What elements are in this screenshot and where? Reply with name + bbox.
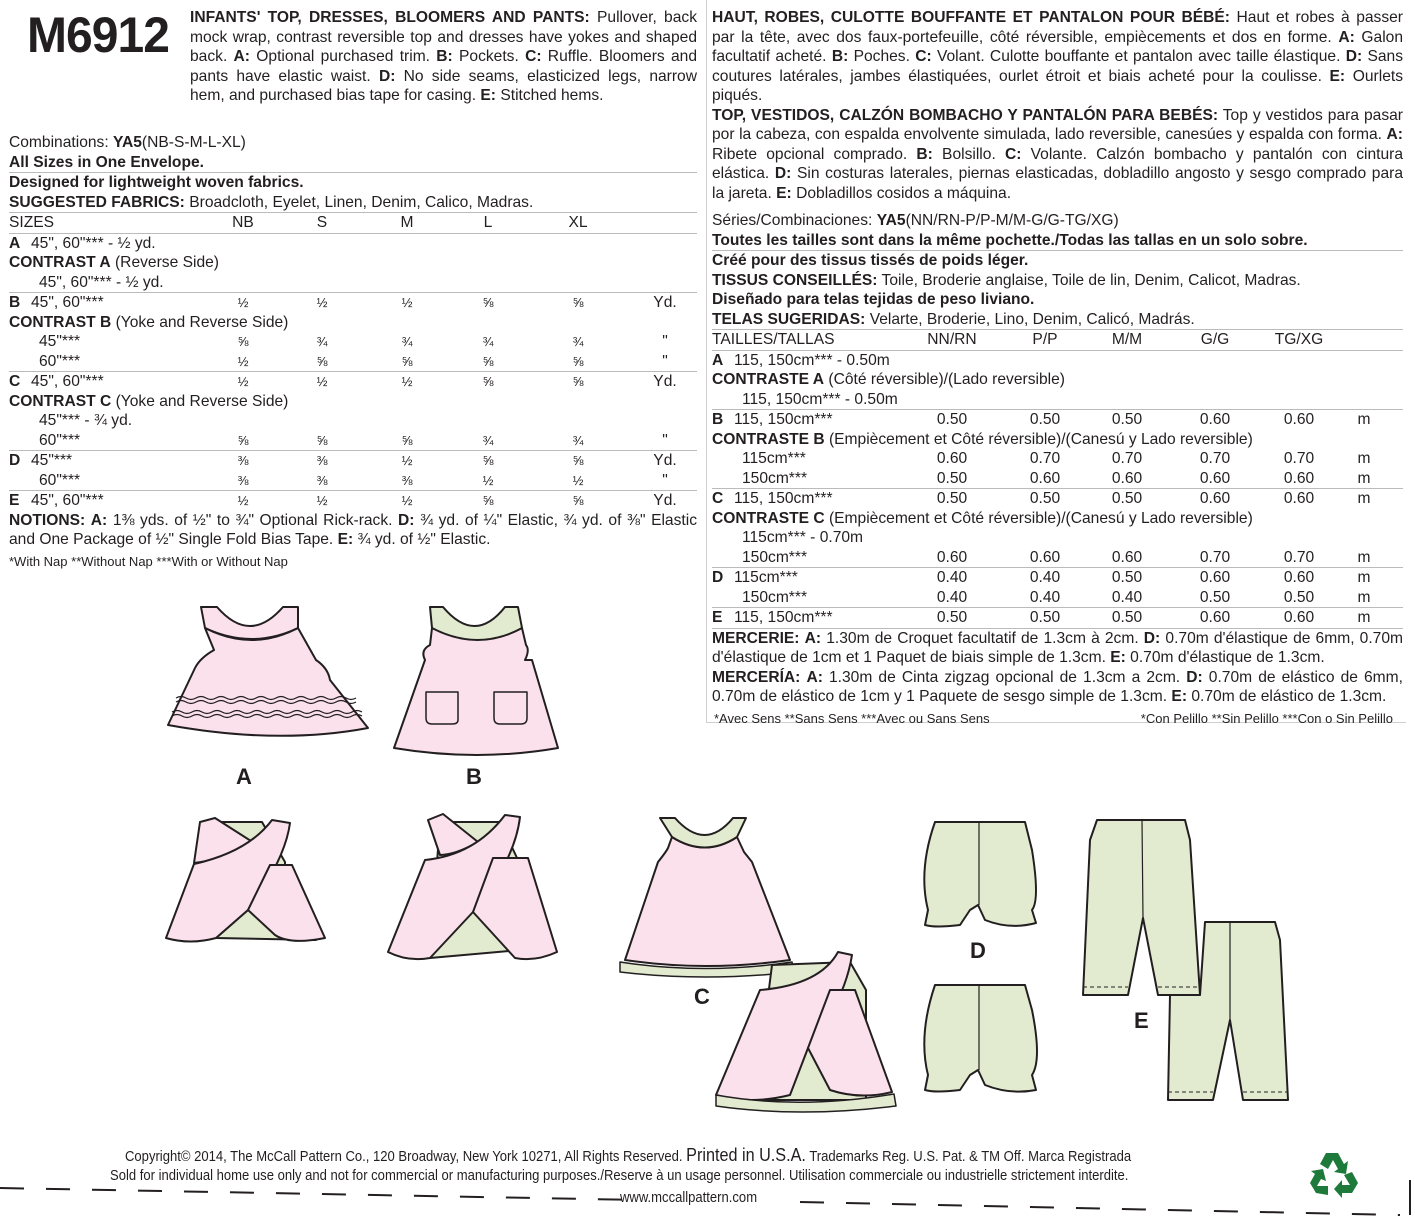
unit: m xyxy=(1357,548,1371,566)
view-letter: A xyxy=(9,234,21,252)
table-row xyxy=(712,430,1403,450)
cell-value: 0.60 xyxy=(936,450,968,467)
view-letter: E xyxy=(712,609,723,626)
table-row xyxy=(712,528,1403,548)
cell-value: ⅝ xyxy=(482,374,494,389)
row-label: 45"*** xyxy=(39,333,81,350)
cell-value: ¾ xyxy=(572,334,584,349)
view-letter: B xyxy=(712,411,724,428)
table-row xyxy=(712,567,1403,588)
cell-value: ⅝ xyxy=(572,453,584,468)
cell-value: ⅝ xyxy=(572,295,584,310)
table-row xyxy=(9,471,697,491)
row-label: B 45", 60"*** xyxy=(9,294,104,311)
unit: m xyxy=(1357,411,1371,428)
view-a-top-illustration xyxy=(168,607,368,736)
unit: " xyxy=(662,333,668,350)
row-label: 60"*** xyxy=(39,352,81,370)
cell-value: ½ xyxy=(401,493,413,508)
unit: m xyxy=(1357,469,1371,487)
cell-value: 0.50 xyxy=(936,490,968,507)
table-row xyxy=(9,490,697,511)
table-row xyxy=(712,390,1403,410)
table-row xyxy=(712,370,1403,390)
cell-value: ⅜ xyxy=(401,472,413,488)
merceria: MERCERÍA: A: 1.30m de Cinta zigzag opcional de 1.3cm a 2cm. D: 0.70m de elástico de 6mm, 0.70m de elástico de 1cm y 1 Paquete de sesgo simple de 1.3cm. E: 0.70m de elástico de 1.3cm. xyxy=(712,668,1403,705)
unit: Yd. xyxy=(653,373,677,390)
english-title: INFANTS' TOP, DRESSES, BLOOMERS AND PANTS: xyxy=(190,9,590,26)
cell-value: ⅝ xyxy=(401,353,413,369)
cell-value: 0.50 xyxy=(1199,588,1231,606)
yardage-table xyxy=(9,233,697,511)
cell-value: 0.50 xyxy=(1029,609,1061,626)
table-row xyxy=(712,548,1403,568)
view-c-label: C xyxy=(694,984,710,1009)
cell-value: 0.60 xyxy=(1199,469,1231,487)
cell-value: ½ xyxy=(482,472,494,488)
combinations: Combinations: YA5(NB-S-M-L-XL) xyxy=(9,134,246,151)
view-e-label: E xyxy=(1134,1008,1149,1033)
row-label: D 115cm*** xyxy=(712,569,798,586)
cell-value: 0.50 xyxy=(936,411,968,428)
cell-value: ½ xyxy=(237,295,249,310)
cell-value: ⅝ xyxy=(482,353,494,369)
table-row xyxy=(9,233,697,254)
cell-value: 0.70 xyxy=(1199,548,1231,566)
cell-value: 0.50 xyxy=(936,609,968,626)
cell-value: 0.50 xyxy=(1111,609,1143,626)
cell-value: 0.70 xyxy=(1283,450,1315,467)
cell-value: ¾ xyxy=(316,334,328,349)
cell-value: ½ xyxy=(316,493,328,508)
cell-value: ½ xyxy=(237,374,249,389)
row-label: CONTRAST A (Reverse Side) xyxy=(9,254,219,271)
metric-table xyxy=(712,350,1403,628)
cell-value: 0.60 xyxy=(1283,609,1315,626)
cell-value: 0.60 xyxy=(1283,411,1315,428)
unit: " xyxy=(662,471,668,489)
cell-value: 0.60 xyxy=(1199,490,1231,507)
fabrics-fr: TISSUS CONSEILLÉS: Toile, Broderie anglaise, Toile de lin, Denim, Calicot, Madras. xyxy=(712,271,1301,289)
table-row xyxy=(9,292,697,313)
row-label: CONTRASTE B (Empiècement et Côté réversible)/(Canesú y Lado reversible) xyxy=(712,430,1253,448)
cell-value: ¾ xyxy=(482,334,494,349)
unit: m xyxy=(1357,588,1371,606)
view-letter: A xyxy=(712,351,724,369)
notions: NOTIONS: A: 1⅜ yds. of ½" to ¾" Optional Rick-rack. D: ¾ yd. of ¼" Elastic, ¾ yd. of ⅜" Elastic and One Package of ½" Single Fold Bias Tape. E: ¾ yd. of ½" Elastic. xyxy=(9,511,697,548)
cell-value: ½ xyxy=(237,353,249,369)
table-row xyxy=(9,371,697,392)
cell-value: ⅜ xyxy=(237,472,249,488)
table-row xyxy=(9,450,697,471)
cell-value: 0.60 xyxy=(1029,469,1061,487)
designed-for: Designed for lightweight woven fabrics. xyxy=(9,172,697,193)
cell-value: ½ xyxy=(316,295,328,310)
view-c-top-illustration xyxy=(620,818,794,977)
cell-value: ¾ xyxy=(482,432,494,448)
row-label: CONTRASTE C (Empiècement et Côté réversible)/(Canesú y Lado reversible) xyxy=(712,509,1253,527)
cell-value: ⅜ xyxy=(316,472,328,488)
view-a-label: A xyxy=(236,764,252,789)
unit: Yd. xyxy=(653,452,677,469)
cell-value: ⅝ xyxy=(572,374,584,389)
row-label: A 115, 150cm*** - 0.50m xyxy=(712,351,890,369)
cell-value: 0.60 xyxy=(1199,609,1231,626)
row-label: 150cm*** xyxy=(742,588,808,606)
table-row xyxy=(9,273,697,293)
cell-value: 0.60 xyxy=(1111,469,1143,487)
table-row xyxy=(9,392,697,412)
row-label: 150cm*** xyxy=(742,469,808,487)
cell-value: 0.70 xyxy=(1029,450,1061,467)
website-link[interactable]: www.mccallpattern.com xyxy=(620,1190,758,1206)
cell-value: ⅝ xyxy=(482,493,494,508)
row-label: B 115, 150cm*** xyxy=(712,411,833,428)
cell-value: ⅝ xyxy=(482,453,494,468)
cell-value: 0.60 xyxy=(1283,490,1315,507)
sizes-header-fr-es: TAILLES/TALLAS NN/RN P/P M/M G/G TG/XG xyxy=(712,329,1403,350)
cell-value: 0.70 xyxy=(1199,450,1231,467)
row-label: 60"*** xyxy=(39,471,81,489)
cell-value: 0.40 xyxy=(1029,588,1061,606)
nap-note-fr-es: *Avec Sens **Sans Sens ***Avec ou Sans Sens *Con Pelillo **Sin Pelillo ***Con o Sin Pelillo xyxy=(714,710,1393,726)
cell-value: 0.70 xyxy=(1283,548,1315,566)
cell-value: 0.60 xyxy=(1199,411,1231,428)
unit: " xyxy=(662,352,668,370)
cell-value: 0.50 xyxy=(1111,569,1143,586)
table-row xyxy=(9,431,697,451)
cell-value: ½ xyxy=(237,493,249,508)
cell-value: ⅜ xyxy=(316,453,328,468)
cell-value: ⅝ xyxy=(482,295,494,310)
cell-value: 0.60 xyxy=(1283,469,1315,487)
cell-value: ½ xyxy=(401,453,413,468)
nap-note: *With Nap **Without Nap ***With or Without Nap xyxy=(9,553,288,569)
row-label: E 45", 60"*** xyxy=(9,492,104,509)
row-label: 45", 60"*** - ½ yd. xyxy=(39,273,164,291)
suggested-fabrics: SUGGESTED FABRICS: Broadcloth, Eyelet, Linen, Denim, Calico, Madras. xyxy=(9,193,534,211)
use-notice: Sold for individual home use only and not for commercial or manufacturing purposes./Reserve à un usage personnel. Utilisation commerciale ou industrielle strictement interdite. xyxy=(110,1168,1129,1184)
cell-value: 0.40 xyxy=(1029,569,1061,586)
row-label: 60"*** xyxy=(39,431,81,449)
cell-value: ⅝ xyxy=(572,493,584,508)
table-row xyxy=(9,352,697,372)
combinations-fr-es: Séries/Combinaciones: YA5(NN/RN-P/P-M/M-G/G-TG/XG) xyxy=(712,212,1119,229)
cell-value: 0.60 xyxy=(936,548,968,566)
cell-value: ⅝ xyxy=(401,432,413,448)
view-letter: B xyxy=(9,294,21,311)
table-row xyxy=(9,253,697,273)
cell-value: ¾ xyxy=(401,334,413,349)
unit: Yd. xyxy=(653,492,677,509)
cell-value: 0.50 xyxy=(1111,411,1143,428)
cell-value: 0.50 xyxy=(1283,588,1315,606)
row-label: 45"*** - ¾ yd. xyxy=(39,412,133,429)
view-letter: D xyxy=(9,452,21,469)
cell-value: 0.60 xyxy=(1199,569,1231,586)
cell-value: ½ xyxy=(401,374,413,389)
view-letter: C xyxy=(9,373,21,390)
table-row xyxy=(9,411,697,431)
cell-value: 0.50 xyxy=(1111,490,1143,507)
cell-value: 0.40 xyxy=(936,569,968,586)
table-row xyxy=(712,409,1403,430)
cell-value: ⅝ xyxy=(237,432,249,448)
cell-value: 0.40 xyxy=(1111,588,1143,606)
table-row xyxy=(712,350,1403,371)
cell-value: ⅝ xyxy=(237,334,249,349)
table-row xyxy=(712,469,1403,489)
row-label: E 115, 150cm*** xyxy=(712,609,833,626)
cell-value: ½ xyxy=(572,472,584,488)
cell-value: 0.50 xyxy=(1029,411,1061,428)
view-d-label: D xyxy=(970,938,986,963)
cell-value: 0.60 xyxy=(1029,548,1061,566)
english-description: INFANTS' TOP, DRESSES, BLOOMERS AND PANTS: Pullover, back mock wrap, contrast reversible top and dresses have yokes and shaped back. A: Optional purchased trim. B: Pockets. C: Ruffle. Bloomers and pants have elastic waist. D: No side seams, elasticized legs, narrow hem, and purchased bias tape for casing. E: Stitched hems. xyxy=(190,9,697,104)
cell-value: ⅜ xyxy=(237,453,249,468)
view-letter: D xyxy=(712,569,724,586)
cell-value: ⅝ xyxy=(316,432,328,448)
table-row xyxy=(712,488,1403,509)
view-letter: C xyxy=(712,490,724,507)
view-b-back-illustration xyxy=(388,814,557,959)
table-row xyxy=(9,313,697,333)
cell-value: 0.50 xyxy=(936,469,968,487)
row-label: CONTRAST C (Yoke and Reverse Side) xyxy=(9,392,289,410)
fabrics-es: TELAS SUGERIDAS: Velarte, Broderie, Lino, Denim, Calicó, Madrás. xyxy=(712,310,1195,328)
pattern-number: M6912 xyxy=(27,7,169,63)
sizes-header: SIZES NB S M L XL xyxy=(9,212,697,233)
unit: m xyxy=(1357,569,1371,586)
table-row xyxy=(712,509,1403,529)
trademark: Trademarks Reg. U.S. Pat. & TM Off. Marca Registrada xyxy=(809,1149,1132,1165)
cell-value: 0.60 xyxy=(1283,569,1315,586)
row-label: CONTRASTE A (Côté réversible)/(Lado reversible) xyxy=(712,371,1065,388)
garment-illustrations xyxy=(0,590,1415,1130)
french-spanish-description: HAUT, ROBES, CULOTTE BOUFFANTE ET PANTALON POUR BÉBÉ: Haut et robes à passer par la tête, avec dos faux-portefeuille, côté réversible, empiècements et dos en forme. A: Galon facultatif acheté. B: Poches. C: Volant. Culotte bouffante et pantalon avec taille élastique. D: Sans coutures latérales, jambes élastiquées, ourlet étroit et biais acheté pour la coulisse. E: Ourlets piqués. TOP, VESTIDOS, CALZÓN BOMBACHO Y PANTALÓN PARA BEBÉS: Top y vestidos para pasar por la cabeza, con espalda envolvente simulada, lado reversible, canesúes y espalda con forma. A: Ribete opcional comprado. B: Bolsillo. C: Volante. Calzón bombacho y pantalón con cintura elástica. D: Sin costuras laterales, piernas elasticadas, dobladillo angosto y sesgo comprado para la jareta. E: Dobladillos cosidos a máquina. xyxy=(712,9,1404,202)
view-letter: E xyxy=(9,492,20,509)
copyright-line: Copyright© 2014, The McCall Pattern Co., 120 Broadway, New York 10271, All Rights Reserved. Printed in U.S.A. Trademarks Reg. U.S. Pat. & TM Off. Marca Registrada xyxy=(125,1145,1132,1165)
view-b-label: B xyxy=(466,764,482,789)
cell-value: 0.50 xyxy=(1029,490,1061,507)
mercerie: MERCERIE: A: 1.30m de Croquet facultatif de 1.3cm à 2cm. D: 0.70m d'élastique de 6mm, 0.70m d'élastique de 1cm et 1 Paquet de biais simple de 1.3cm. E: 0.70m d'élastique de 1.3cm. xyxy=(712,629,1403,666)
row-label: 115cm*** xyxy=(742,450,806,467)
table-row xyxy=(712,449,1403,469)
unit: m xyxy=(1357,490,1371,507)
view-a-back-illustration xyxy=(166,818,325,942)
row-label: 115cm*** - 0.70m xyxy=(742,529,864,546)
view-b-dress-illustration xyxy=(394,607,558,755)
cell-value: ½ xyxy=(316,374,328,389)
printed-in: Printed in U.S.A. xyxy=(686,1145,806,1165)
row-label: A 45", 60"*** - ½ yd. xyxy=(9,234,156,252)
cell-value: 0.40 xyxy=(936,588,968,606)
all-sizes-note: All Sizes in One Envelope. xyxy=(9,153,204,171)
table-row xyxy=(9,332,697,352)
row-label: 115, 150cm*** - 0.50m xyxy=(742,390,898,408)
all-sizes-fr-es: Toutes les tailles sont dans la même pochette./Todas las tallas en un solo sobre. xyxy=(712,231,1308,249)
cell-value: ⅝ xyxy=(316,353,328,369)
unit: m xyxy=(1357,450,1371,467)
english-fabric-info xyxy=(9,133,697,571)
cell-value: 0.70 xyxy=(1111,450,1143,467)
row-label: CONTRAST B (Yoke and Reverse Side) xyxy=(9,313,289,331)
unit: m xyxy=(1357,609,1371,626)
cell-value: ⅝ xyxy=(572,353,584,369)
view-e-pants-illustration xyxy=(1083,820,1288,1100)
cell-value: ½ xyxy=(401,295,413,310)
designed-es: Diseñado para telas tejidas de peso liviano. xyxy=(712,291,1035,308)
recycle-icon xyxy=(1306,1150,1362,1202)
row-label: C 115, 150cm*** xyxy=(712,490,833,507)
row-label: 150cm*** xyxy=(742,548,808,566)
cell-value: 0.60 xyxy=(1111,548,1143,566)
unit: Yd. xyxy=(653,294,677,311)
unit: " xyxy=(662,431,668,449)
cell-value: ¾ xyxy=(572,432,584,448)
row-label: C 45", 60"*** xyxy=(9,373,104,390)
cut-line xyxy=(0,1180,1415,1219)
row-label: D 45"*** xyxy=(9,452,73,469)
designed-fr: Créé pour des tissus tissés de poids léger. xyxy=(712,250,1403,271)
